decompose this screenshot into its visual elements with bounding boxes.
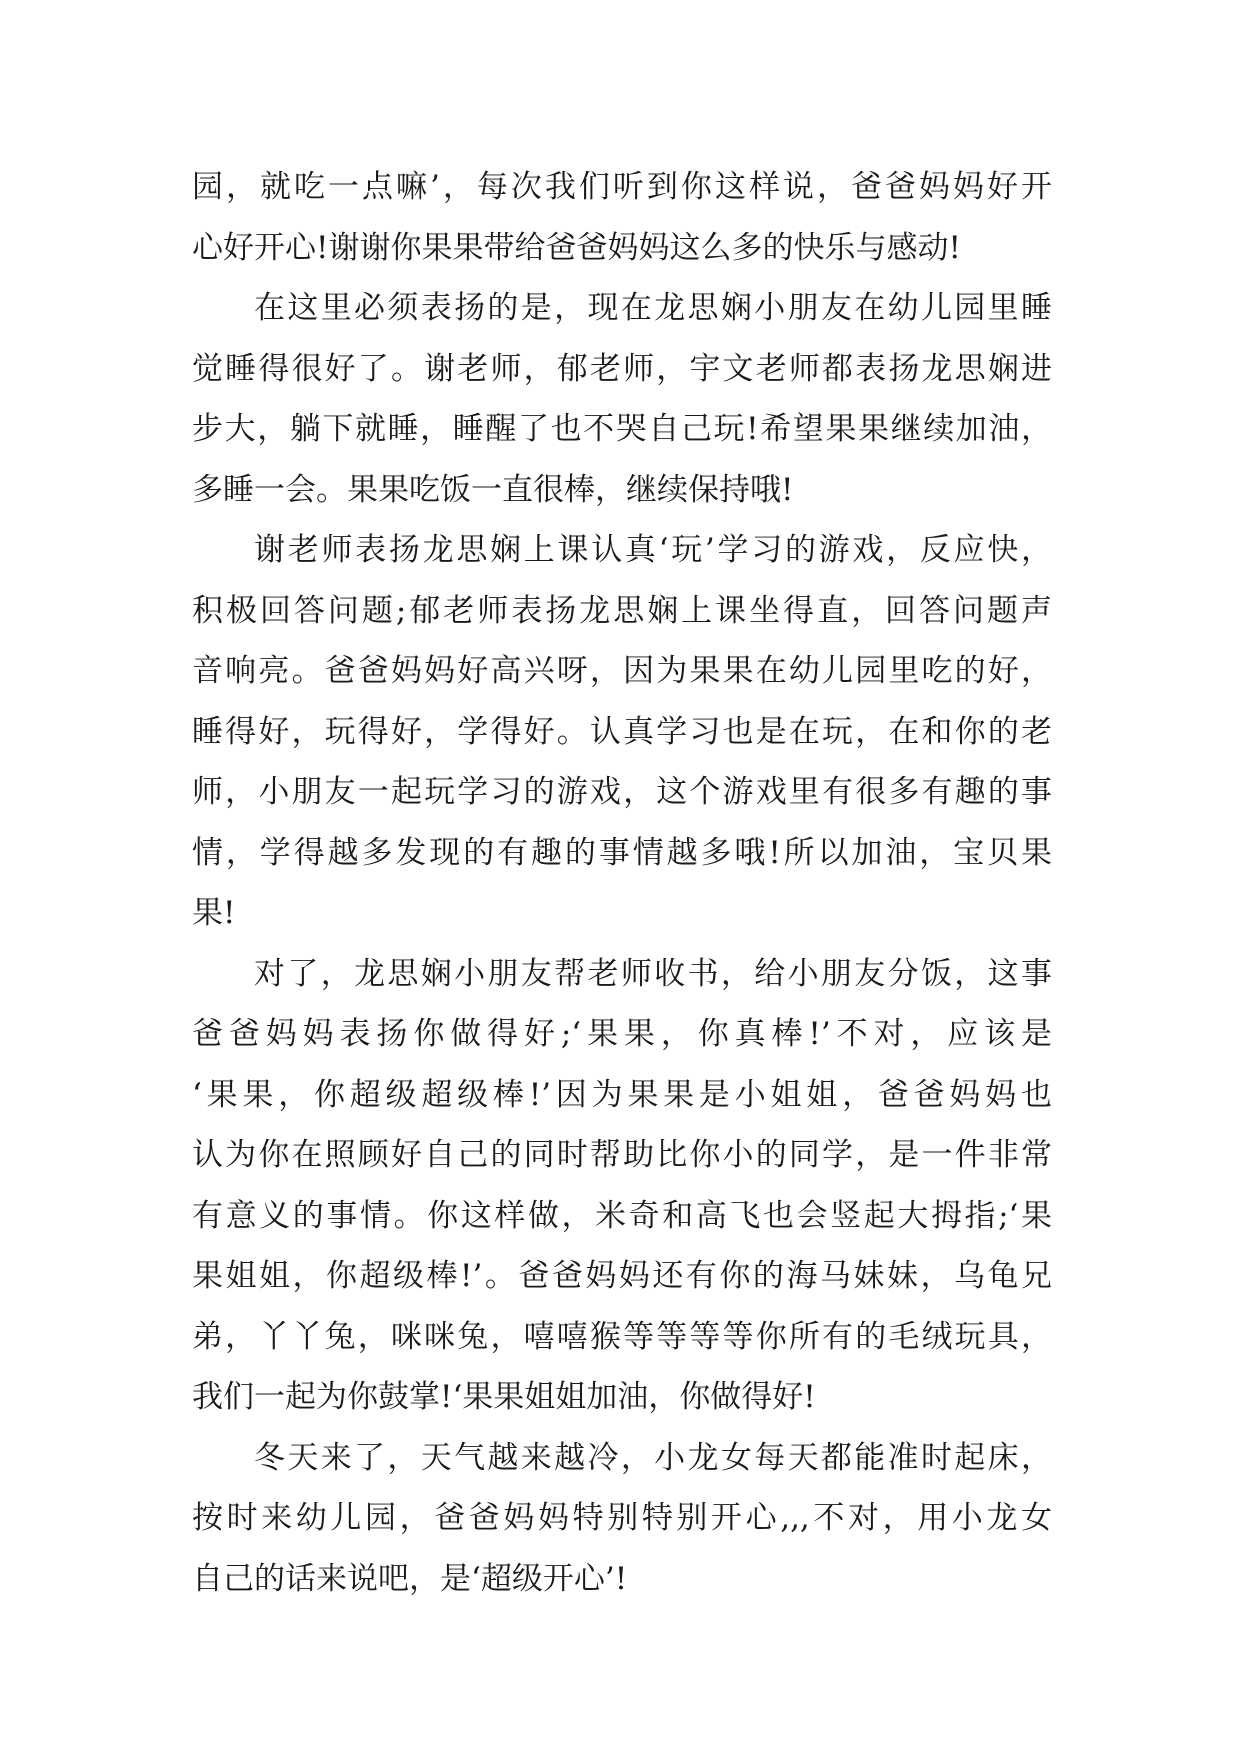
paragraph-line: 弟，丫丫兔，咪咪兔，嘻嘻猴等等等等你所有的毛绒玩具，: [192, 1318, 1052, 1355]
paragraph-line: 师，小朋友一起玩学习的游戏，这个游戏里有很多有趣的事: [192, 774, 1052, 810]
paragraph-line: 音响亮。爸爸妈妈好高兴呀，因为果果在幼儿园里吃的好，: [192, 653, 1052, 689]
paragraph-line: 冬天来了，天气越来越冷，小龙女每天都能准时起床，: [254, 1439, 1052, 1476]
paragraph-line: 在这里必须表扬的是，现在龙思娴小朋友在幼儿园里睡: [254, 290, 1052, 326]
paragraph-line: 多睡一会。果果吃饭一直很棒，继续保持哦!: [192, 471, 794, 508]
paragraph-line: 果姐姐，你超级棒!’。爸爸妈妈还有你的海马妹妹，乌龟兄: [192, 1258, 1052, 1294]
paragraph-line: 果!: [192, 895, 236, 931]
paragraph-line: 爸爸妈妈表扬你做得好;‘果果，你真棒!’不对，应该是: [192, 1016, 1052, 1052]
document-body: [192, 157, 1052, 1609]
paragraph-3: [192, 520, 1052, 944]
paragraph-2: [192, 278, 1052, 520]
paragraph-line: 认为你在照顾好自己的同时帮助比你小的同学，是一件非常: [192, 1137, 1052, 1173]
paragraph-line: 有意义的事情。你这样做，米奇和高飞也会竖起大拇指;‘果: [192, 1197, 1052, 1234]
paragraph-line: 自己的话来说吧，是‘超级开心’!: [192, 1560, 628, 1597]
paragraph-line: 我们一起为你鼓掌!‘果果姐姐加油，你做得好!: [192, 1379, 816, 1415]
paragraph-5: [192, 1428, 1052, 1610]
paragraph-1: [192, 157, 1052, 278]
paragraph-line: 谢老师表扬龙思娴上课认真‘玩’学习的游戏，反应快，: [254, 532, 1052, 568]
paragraph-line: ‘果果，你超级超级棒!’因为果果是小姐姐，爸爸妈妈也: [192, 1076, 1052, 1113]
paragraph-line: 睡得好，玩得好，学得好。认真学习也是在玩，在和你的老: [192, 713, 1052, 750]
paragraph-line: 按时来幼儿园，爸爸妈妈特别特别开心,,,不对，用小龙女: [192, 1500, 1052, 1536]
paragraph-4: [192, 944, 1052, 1428]
paragraph-line: 心好开心!谢谢你果果带给爸爸妈妈这么多的快乐与感动!: [192, 229, 961, 266]
paragraph-line: 园，就吃一点嘛’，每次我们听到你这样说，爸爸妈妈好开: [192, 169, 1052, 205]
paragraph-line: 积极回答问题;郁老师表扬龙思娴上课坐得直，回答问题声: [192, 592, 1052, 629]
paragraph-line: 步大，躺下就睡，睡醒了也不哭自己玩!希望果果继续加油，: [192, 411, 1052, 447]
paragraph-line: 情，学得越多发现的有趣的事情越多哦!所以加油，宝贝果: [192, 834, 1052, 871]
paragraph-line: 对了，龙思娴小朋友帮老师收书，给小朋友分饭，这事: [254, 955, 1052, 992]
paragraph-line: 觉睡得很好了。谢老师，郁老师，宇文老师都表扬龙思娴进: [192, 350, 1052, 387]
